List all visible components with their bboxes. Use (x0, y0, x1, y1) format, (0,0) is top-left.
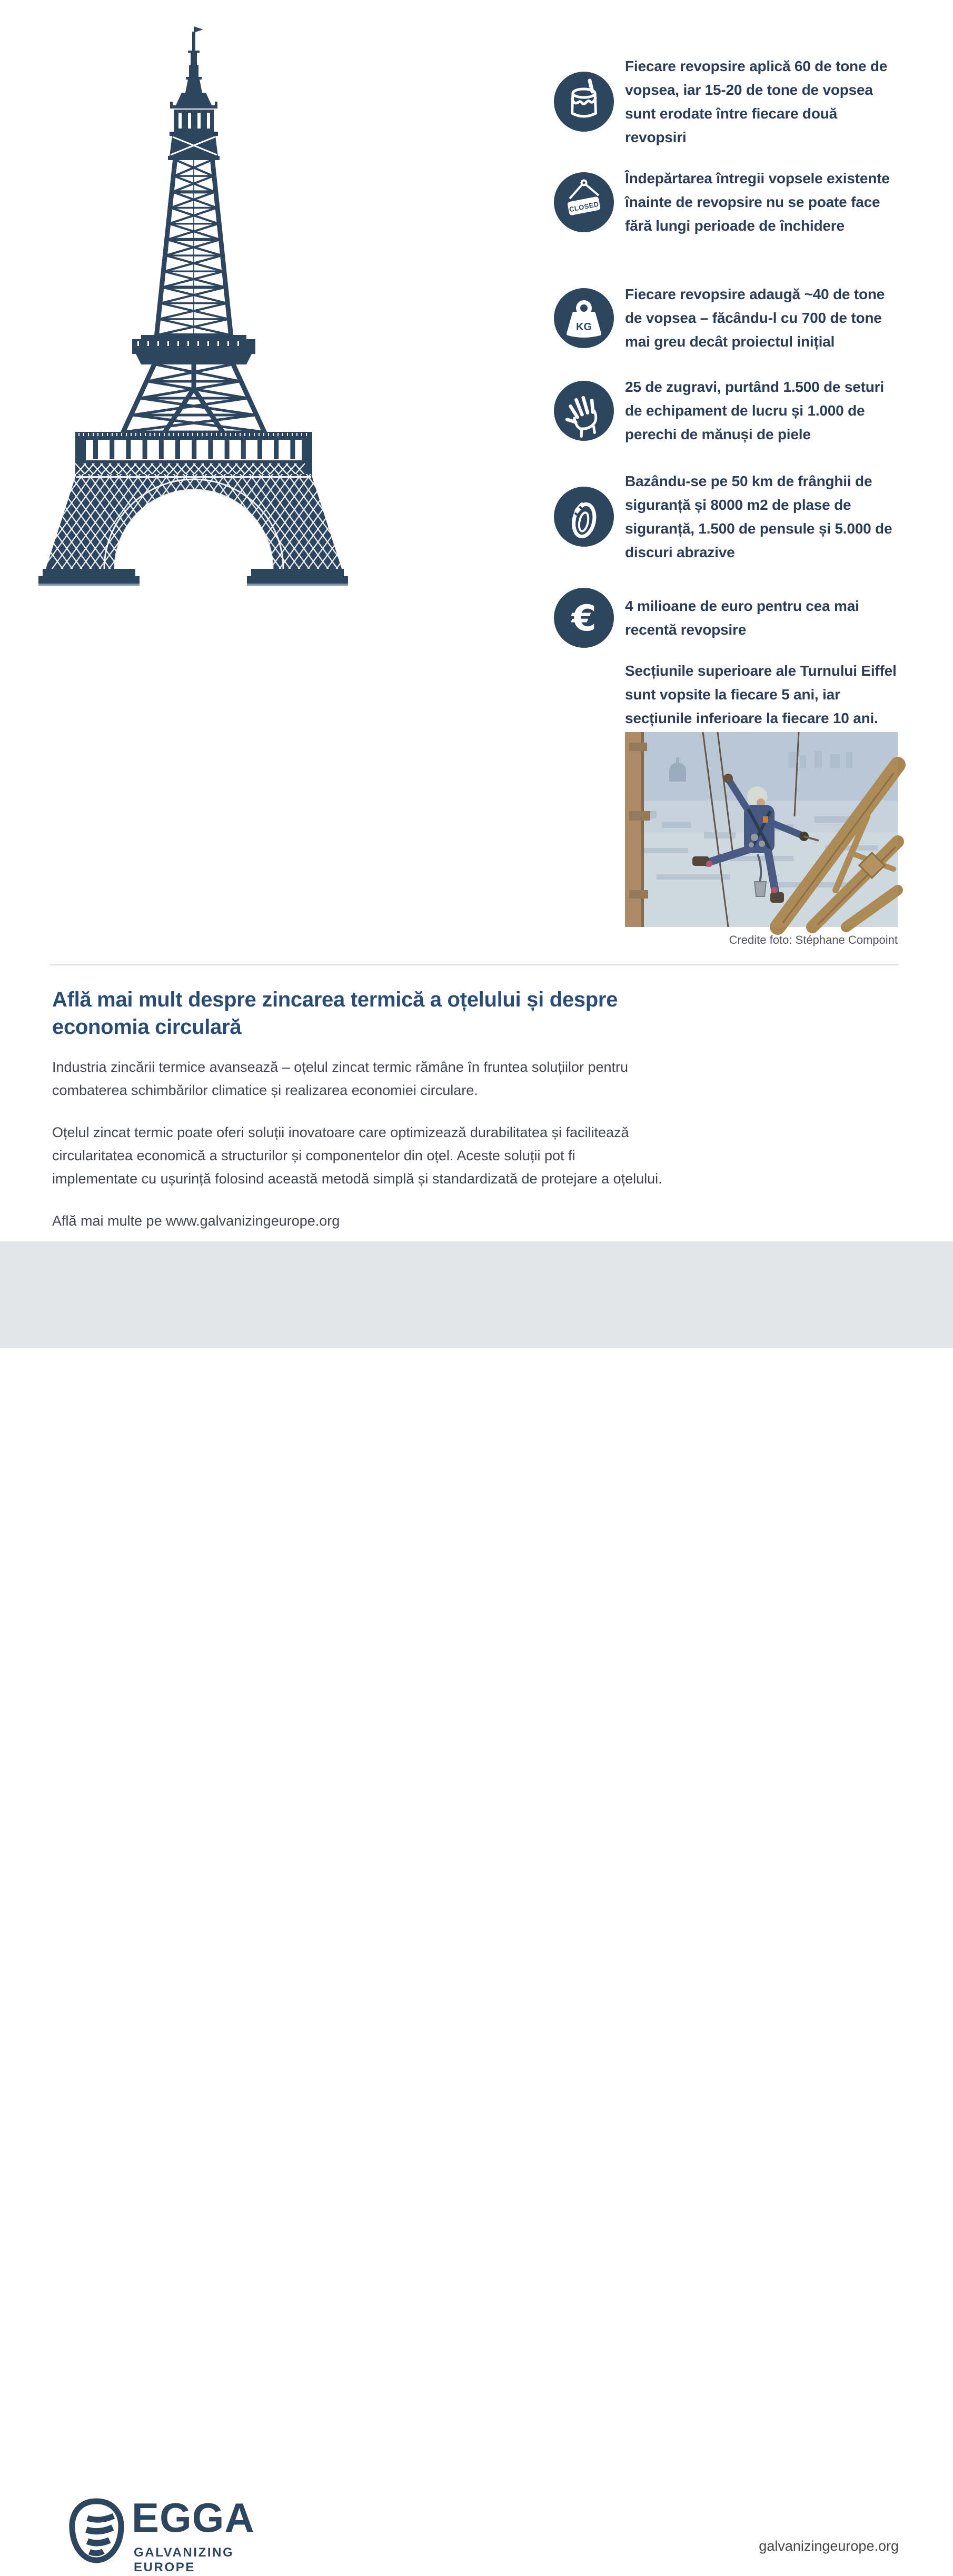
note-text: Secțiunile superioare ale Turnului Eiffel sunt vopsite la fiecare 5 ani, iar secțiunile inferioare la fiecare 10 ani. (625, 663, 897, 726)
learn-more-link-text[interactable]: Află mai multe pe www.galvanizingeurope.org (52, 1213, 340, 1229)
fact-text: Fiecare revopsire aplică 60 de tone de vopsea, iar 15-20 de tone de vopsea sunt erodate între fiecare două revopsiri (625, 58, 888, 145)
egga-logo-subtext: GALVANIZING EUROPE (134, 2545, 234, 2574)
fact-text: 4 milioane de euro pentru cea mai recentă revopsire (625, 598, 859, 638)
egga-shield-icon (67, 2498, 125, 2563)
fact-text: Îndepărtarea întregii vopsele existente înainte de revopsire nu se poate face fără lungi perioade de închidere (625, 170, 890, 234)
euro-symbol: € (571, 598, 597, 639)
euro-icon (554, 588, 614, 648)
glove-icon (554, 381, 614, 441)
fact-row-glove (554, 375, 901, 446)
fact-row-euro (554, 588, 901, 648)
egga-logo-text: EGGA (132, 2494, 255, 2541)
photo-worker-painting (625, 732, 898, 927)
divider (50, 964, 899, 965)
fact-row-paint (554, 54, 901, 149)
photo-caption: Credite foto: Stéphane Compoint (729, 933, 898, 946)
kg-weight-icon (554, 288, 614, 348)
kg-label: KG (576, 321, 592, 333)
learn-more-paragraph-1: Industria zincării termice avansează – oțelul zincat termic rămâne în fruntea soluțiilor pentru combaterea schimbărilor climatice și realizarea economiei circulare. (52, 1059, 629, 1098)
footer-website-link[interactable]: galvanizingeurope.org (759, 2538, 899, 2554)
carabiner-icon (554, 487, 614, 547)
closed-sign-icon (554, 172, 614, 232)
paint-can-icon (554, 72, 614, 132)
eiffel-tower-svg (34, 25, 350, 589)
fact-text: 25 de zugravi, purtând 1.500 de seturi de echipament de lucru și 1.000 de perechi de mănuși de piele (625, 379, 884, 442)
fact-text: Fiecare revopsire adaugă ~40 de tone de vopsea – făcându-l cu 700 de tone mai greu decât proiectul inițial (625, 286, 885, 350)
fact-row-closed (554, 166, 901, 238)
learn-more-section (52, 986, 663, 1232)
closed-sign-label: CLOSED (568, 200, 600, 213)
eiffel-tower-illustration (34, 25, 350, 589)
fact-row-carabiner (554, 469, 901, 564)
egga-logo (67, 2494, 289, 2576)
fact-row-weight (554, 282, 901, 353)
learn-more-heading: Află mai mult despre zincarea termică a oțelului și despre economia circulară (52, 988, 618, 1039)
learn-more-paragraph-2: Oțelul zincat termic poate oferi soluții inovatoare care optimizează durabilitatea și facilitează circularitatea economică a structurilor și componentelor din oțel. Aceste soluții pot fi implementate cu ușurință folosind această metodă simplă și standardizată de protejare a oțelului. (52, 1124, 662, 1187)
footer (0, 1241, 953, 2574)
fact-text: Bazându-se pe 50 km de frânghii de siguranță și 8000 m2 de plase de siguranță, 1.500 de pensule și 5.000 de discuri abrazive (625, 473, 892, 560)
